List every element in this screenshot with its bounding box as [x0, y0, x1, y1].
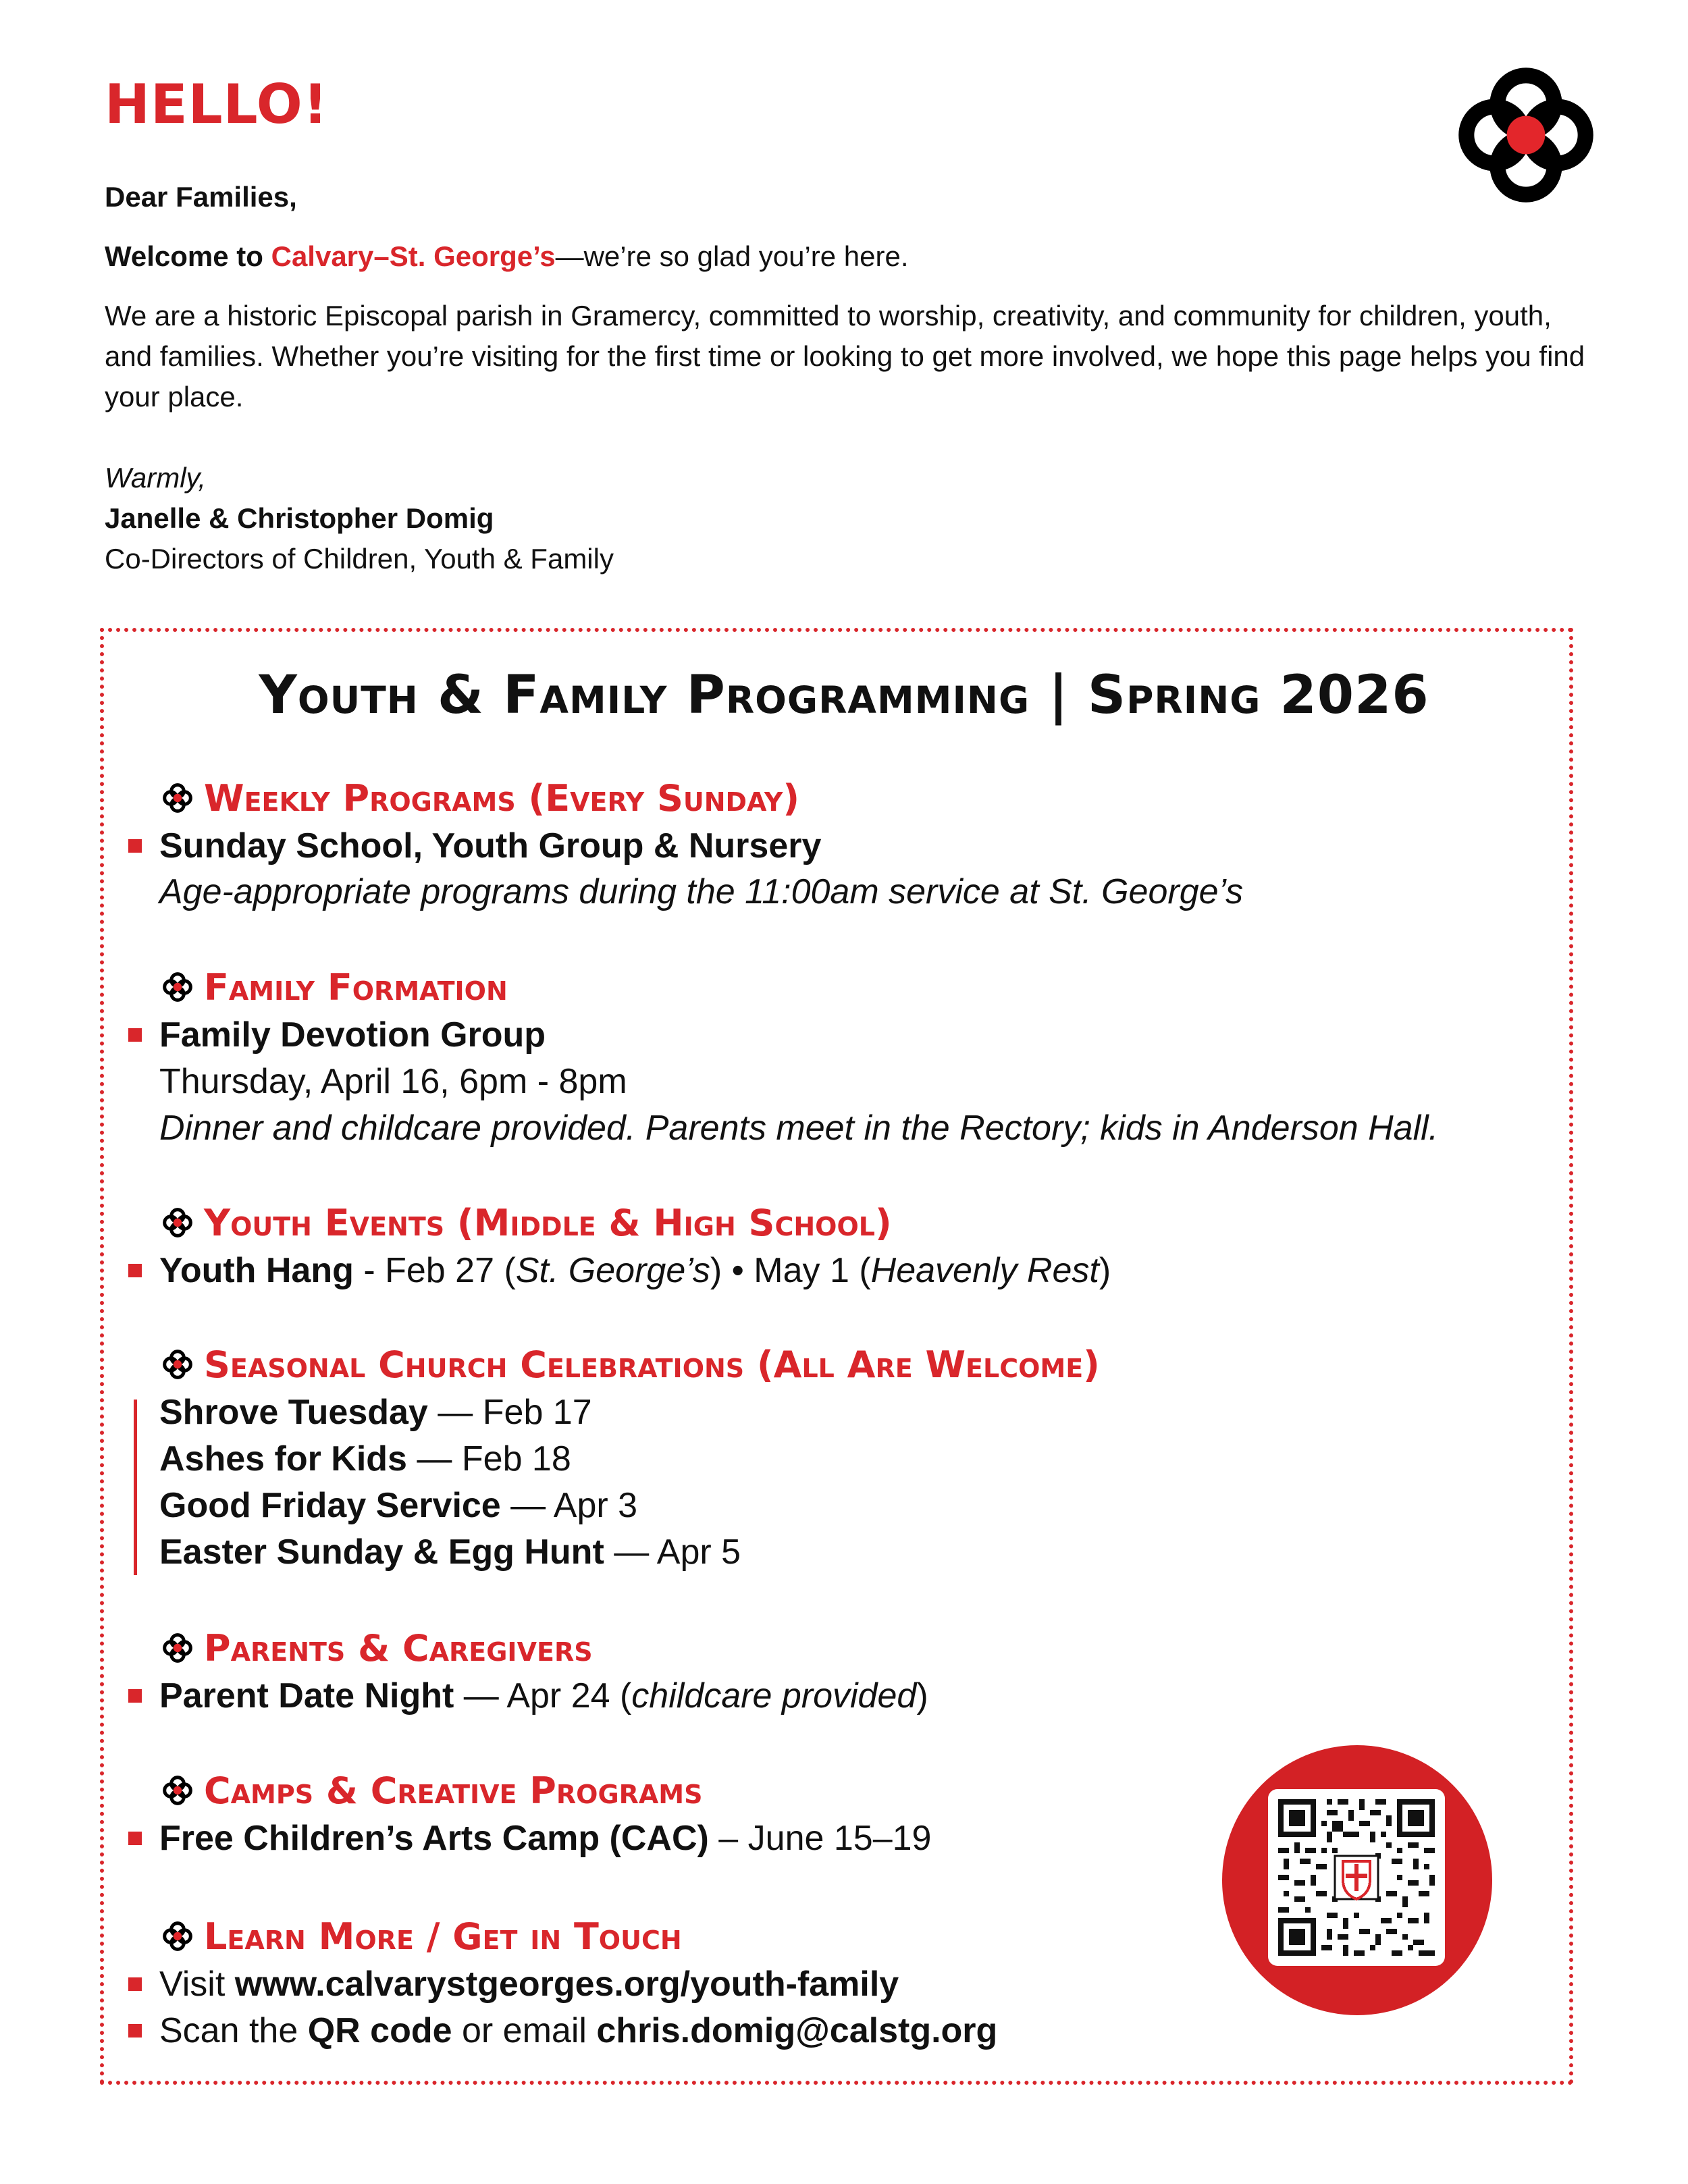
contact-line [159, 2008, 997, 2054]
quatrefoil-bullet-icon [162, 1632, 193, 1663]
letter-signer: Janelle & Christopher Domig [105, 502, 494, 534]
section-heading-youth-events [162, 1199, 892, 1246]
weekly-item-note: Age-appropriate programs during the 11:00am service at St. George’s [159, 872, 1244, 911]
letter-signer-role: Co-Directors of Children, Youth & Family [105, 543, 614, 575]
qr-code-icon[interactable] [1278, 1799, 1435, 1956]
section-heading-weekly [162, 774, 799, 822]
square-bullet-icon [128, 1689, 142, 1703]
celebration-date: — Apr 3 [500, 1486, 638, 1525]
scan-label: Scan the [159, 2011, 308, 2050]
camp-title: Free Children’s Arts Camp (CAC) [159, 1819, 709, 1858]
email-link[interactable]: chris.domig@calstg.org [596, 2011, 998, 2050]
square-bullet-icon [128, 2024, 142, 2037]
weekly-item-title: Sunday School, Youth Group & Nursery [159, 826, 822, 865]
welcome-line [105, 236, 909, 277]
section-heading-text: Learn More / Get in Touch [204, 1915, 682, 1958]
website-link[interactable]: www.calvarystgeorges.org/youth-family [234, 1965, 899, 2004]
parent-date-night-date: — Apr 24 ( [454, 1676, 632, 1715]
celebration-item [159, 1436, 571, 1482]
celebration-name: Shrove Tuesday [159, 1393, 428, 1432]
section-heading-text: Family Formation [204, 965, 508, 1009]
celebration-date: — Feb 17 [427, 1393, 592, 1432]
letter-closing: Warmly, [105, 462, 207, 494]
parent-date-night-line [159, 1673, 928, 1719]
section-heading-text: Parents & Caregivers [204, 1626, 593, 1670]
visit-label: Visit [159, 1965, 235, 2004]
youth-hang-title: Youth Hang [159, 1251, 354, 1290]
section-heading-camps [162, 1767, 702, 1814]
camp-line [159, 1815, 931, 1861]
quatrefoil-logo-icon [1455, 64, 1597, 206]
email-label: or email [452, 2011, 597, 2050]
square-bullet-icon [128, 1977, 142, 1991]
visit-line [159, 1961, 899, 2007]
youth-hang-place-2: Heavenly Rest [870, 1251, 1099, 1290]
section-heading-text: Camps & Creative Programs [204, 1769, 703, 1812]
celebration-date: — Apr 5 [604, 1533, 741, 1572]
youth-hang-date-2: ) • May 1 ( [710, 1251, 871, 1290]
welcome-prefix: Welcome to [105, 240, 271, 272]
square-bullet-icon [128, 1028, 142, 1042]
section-heading-parents [162, 1624, 593, 1672]
square-bullet-icon [128, 839, 142, 853]
section-heading-family-formation [162, 963, 508, 1011]
celebration-date: — Feb 18 [406, 1439, 571, 1479]
section-heading-text: Seasonal Church Celebrations (All Are Welcome) [204, 1343, 1100, 1386]
letter-greeting: Dear Families, [105, 181, 297, 213]
hello-heading: HELLO! [105, 73, 329, 136]
celebration-bar [134, 1400, 137, 1575]
celebration-item [159, 1529, 741, 1575]
program-title: Youth & Family Programming | Spring 2026 [259, 665, 1429, 726]
section-heading-text: Youth Events (Middle & High School) [204, 1201, 892, 1244]
church-name: Calvary–St. George’s [271, 240, 556, 272]
camp-date: – June 15–19 [708, 1819, 932, 1858]
qr-code-label: QR code [307, 2011, 452, 2050]
letter-intro: We are a historic Episcopal parish in Gramercy, committed to worship, creativity, and community for children, youth, and families. Whether you’re visiting for the first time or looking to get more involved, we hope this page helps you find your place. [105, 300, 1585, 412]
family-item-when: Thursday, April 16, 6pm - 8pm [159, 1062, 627, 1101]
celebration-name: Ashes for Kids [159, 1439, 407, 1479]
quatrefoil-bullet-icon [162, 971, 193, 1003]
parent-date-night-title: Parent Date Night [159, 1676, 454, 1715]
section-heading-text: Weekly Programs (Every Sunday) [204, 776, 800, 820]
quatrefoil-bullet-icon [162, 1207, 193, 1238]
youth-hang-date-1: - Feb 27 ( [353, 1251, 516, 1290]
youth-hang-line [159, 1248, 1111, 1294]
welcome-suffix: —we’re so glad you’re here. [555, 240, 909, 272]
parent-date-night-note: childcare provided [631, 1676, 917, 1715]
parent-date-night-close: ) [916, 1676, 928, 1715]
youth-hang-place-1: St. George’s [515, 1251, 710, 1290]
quatrefoil-bullet-icon [162, 782, 193, 814]
celebration-name: Easter Sunday & Egg Hunt [159, 1533, 604, 1572]
square-bullet-icon [128, 1264, 142, 1277]
square-bullet-icon [128, 1832, 142, 1845]
quatrefoil-bullet-icon [162, 1921, 193, 1952]
section-heading-seasonal [162, 1341, 1100, 1388]
youth-hang-close: ) [1099, 1251, 1111, 1290]
quatrefoil-bullet-icon [162, 1349, 193, 1380]
celebration-item [159, 1483, 637, 1528]
celebration-item [159, 1389, 592, 1435]
celebration-name: Good Friday Service [159, 1486, 501, 1525]
family-item-note: Dinner and childcare provided. Parents meet in the Rectory; kids in Anderson Hall. [159, 1109, 1439, 1148]
section-heading-learn-more [162, 1913, 682, 1960]
quatrefoil-bullet-icon [162, 1775, 193, 1806]
family-item-title: Family Devotion Group [159, 1015, 546, 1055]
